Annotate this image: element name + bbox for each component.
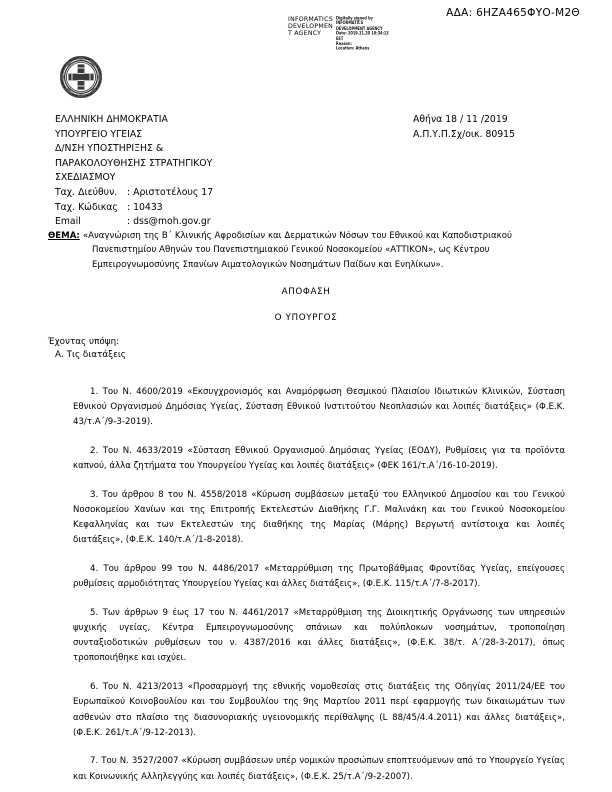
authority-ministry: ΥΠΟΥΡΓΕΙΟ ΥΓΕΙΑΣ <box>55 128 143 140</box>
subject-label: ΘΕΜΑ: <box>48 231 80 241</box>
provision-item: 7. Του Ν. 3527/2007 «Κύρωση συμβάσεων υπέρ νομικών προσώπων εποπτευόμενων από το Υπουργείο Υγείας και Κοινωνικής Αλληλεγγύης και λοιπές διατάξεις», (Φ.Ε.Κ. 25/τ.Α΄/9-2-2007). <box>73 756 565 782</box>
authority-republic: ΕΛΛΗΝΙΚΗ ΔΗΜΟΚΡΑΤΙΑ <box>55 114 168 125</box>
contact-address-label: Ταχ. Διεύθυν. <box>55 186 118 198</box>
signature-detail-org-1: INFORMATICS <box>336 21 364 26</box>
provision-item: 6. Του Ν. 4213/2013 «Προσαρμογή της εθνικής νομοθεσίας στις διατάξεις της Οδηγίας 2011/24/ΕΕ του Ευρωπαϊκού Κοινοβουλίου και του Συμβουλίου της 9ης Μαρτίου 2011 περί εφαρμογής των δικαιωμάτων των ασθενών στο πλαίσιο της διασυνοριακής υγειονομικής περίθαλψης (L 88/45/4.4.2011) και άλλες διατάξεις», (Φ.Ε.Κ. 261/τ.Α΄/9-12-2013). <box>73 682 565 738</box>
contact-postcode-value: : 10433 <box>127 201 163 213</box>
issuing-authority-block <box>55 113 213 230</box>
signature-agency-line-2: DEVELOPMEN <box>288 23 334 31</box>
provision-item: 5. Των άρθρων 9 έως 17 του Ν. 4461/2017 «Μεταρρύθμιση της Διοικητικής Οργάνωσης των υπηρεσιών ψυχικής υγείας, Κέντρα Εμπειρογνωμοσύνης σπάνιων και πολύπλοκων νοσημάτων, τροποποίηση συνταξιοδοτικών ρυθμίσεων του ν. 4387/2016 και άλλες διατάξεις», (Φ.Ε.Κ. 38/τ. Α΄/28-3-2017), όπως τροποποιήθηκε και ισχύει. <box>73 607 565 664</box>
place-date-protocol-block <box>413 113 515 142</box>
subject-line-3: Εμπειρογνωμοσύνης Σπανίων Αιματολογικών Νοσημάτων Παίδων και Ενηλίκων». <box>92 259 444 270</box>
signature-detail-timezone: EET <box>336 36 344 41</box>
provision-item: 1. Του Ν. 4600/2019 «Εκσυγχρονισμός και Αναμόρφωση Θεσμικού Πλαισίου Ιδιωτικών Κλινικών, Σύσταση Εθνικού Οργανισμού Δημόσιας Υγείας, Σύσταση Εθνικού Ινστιτούτου Νεοπλασιών και λοιπές διατάξεις» (Φ.Ε.Κ. 43/τ.Α΄/9-3-2019). <box>73 386 565 427</box>
greek-national-emblem-icon <box>60 56 102 98</box>
contact-address-row <box>55 186 213 201</box>
contact-email-row <box>55 215 213 230</box>
signature-agency-line-1: INFORMATICS <box>288 16 333 23</box>
subject-line-1: «Αναγνώριση της Β΄ Κλινικής Αφροδισίων και Δερματικών Νόσων του Εθνικού και Καποδιστριακού <box>82 231 512 241</box>
decision-heading: ΑΠΟΦΑΣΗ <box>281 287 331 297</box>
minister-heading: Ο ΥΠΟΥΡΓΟΣ <box>274 313 338 323</box>
authority-directorate-3: ΣΧΕΔΙΑΣΜΟΥ <box>55 172 116 184</box>
preamble-provisions-label: Α. Τις διατάξεις <box>55 350 126 360</box>
signature-agency-line-3: T AGENCY <box>288 30 322 38</box>
authority-directorate-1: Δ/ΝΣΗ ΥΠΟΣΤΗΡΙΞΗΣ & <box>55 143 164 155</box>
protocol-number: Α.Π.Υ.Π.Σχ/οικ. 80915 <box>413 128 516 140</box>
signature-details <box>336 16 389 51</box>
provision-item: 4. Του άρθρου 99 του Ν. 4486/2017 «Μεταρρύθμιση της Πρωτοβάθμιας Φροντίδας Υγείας, επείγουσες ρυθμίσεις αρμοδιότητας Υπουργείου Υγείας και άλλες διατάξεις», (Φ.Ε.Κ. 115/τ.Α΄/7-8-2017). <box>73 563 565 590</box>
contact-email-label: Email <box>55 216 81 228</box>
contact-email-value: : dss@moh.gov.gr <box>127 216 211 228</box>
authority-directorate-2: ΠΑΡΑΚΟΛΟΥΘΗΣΗΣ ΣΤΡΑΤΗΓΙΚΟΥ <box>55 157 213 169</box>
subject-block <box>48 229 568 272</box>
provisions-list <box>73 376 565 785</box>
contact-postcode-label: Ταχ. Κώδικας <box>55 201 118 213</box>
ada-reference-number: ΑΔΑ: 6ΗΖΑ465ΦΥΟ-Μ2Θ <box>446 7 580 19</box>
signature-detail-date: Date: 2019.11.20 10:34:13 <box>336 31 389 36</box>
signature-detail-location: Location: Athens <box>336 46 370 52</box>
preamble-block <box>48 336 126 362</box>
signature-detail-reason: Reason: <box>336 41 352 46</box>
contact-postcode-row <box>55 201 213 216</box>
signature-detail-signed-by: Digitally signed by <box>336 16 373 21</box>
signature-detail-org-2: DEVELOPMENT AGENCY <box>336 26 383 31</box>
digital-signature-stamp <box>288 16 389 52</box>
provision-item: 3. Του άρθρου 8 του Ν. 4558/2018 «Κύρωση συμβάσεων μεταξύ του Ελληνικού Δημοσίου και του Γενικού Νοσοκομείου Χανίων και της Επιτροπής Εκτελεστών Διαθήκης Γ.Γ. Μαλινάκη και του Γενικού Νοσοκομείου Κεφαλληνίας και των Εκτελεστών της διαθήκης της Μαρίας (Μάρης) Βεργωτή αντίστοιχα και λοιπές διατάξεις», (Φ.Ε.Κ. 140/τ.Α΄/1-8-2018). <box>73 489 565 546</box>
place-and-date: Αθήνα 18 / 11 /2019 <box>413 114 508 125</box>
contact-address-value: : Αριστοτέλους 17 <box>127 186 214 198</box>
provision-item: 2. Του Ν. 4633/2019 «Σύσταση Εθνικού Οργανισμού Δημόσιας Υγείας (ΕΟΔΥ), Ρυθμίσεις για τα προϊόντα καπνού, άλλα ζητήματα του Υπουργείου Υγείας και λοιπές διατάξεις» (ΦΕΚ 161/τ.Α΄/16-10-2019). <box>73 445 565 471</box>
subject-line-2: Πανεπιστημίου Αθηνών του Πανεπιστημιακού Γενικού Νοσοκομείου «ΑΤΤΙΚΟΝ», ως Κέντρου <box>92 245 490 256</box>
signature-agency-name <box>288 16 333 38</box>
preamble-having-in-mind: Έχοντας υπόψη: <box>48 337 120 347</box>
